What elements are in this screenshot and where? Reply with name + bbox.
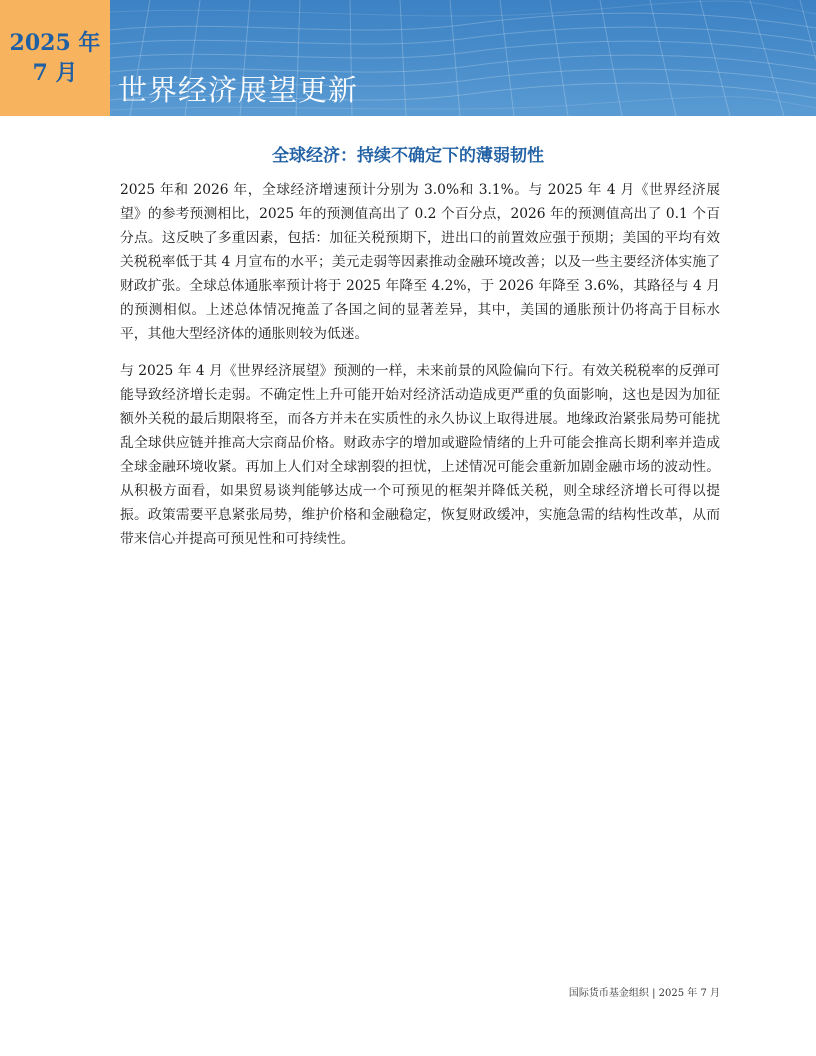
report-title: 世界经济展望更新 [118, 73, 359, 107]
paragraph-outlook: 2025 年和 2026 年，全球经济增速预计分别为 3.0%和 3.1%。与 2025 年 4 月《世界经济展望》的参考预测相比，2025 年的预测值高出了 0.2 个百分点，2026 年的预测值高出了 0.1 个百分点。这反映了多重因素，包括：加征关税预期下，进出口的前置效应强于预期；美国的平均有效关税税率低于其 4 月宣布的水平；美元走弱等因素推动金融环境改善；以及一些主要经济体实施了财政扩张。全球总体通胀率预计将于 2025 年降至 4.2%，于 2026 年降至 3.6%，其路径与 4 月的预测相似。上述总体情况掩盖了各国之间的显著差异，其中，美国的通胀预计仍将高于目标水平，其他大型经济体的通胀则较为低迷。 [120, 182, 720, 342]
title-banner [110, 0, 816, 116]
section-heading: 全球经济：持续不确定下的薄弱韧性 [272, 146, 544, 166]
issue-date-month: 7 月 [32, 60, 78, 86]
article-body [120, 178, 720, 564]
page-header [0, 0, 816, 116]
page-footer: 国际货币基金组织 | 2025 年 7 月 [568, 988, 720, 999]
issue-date-box [0, 0, 110, 116]
paragraph-risks: 与 2025 年 4 月《世界经济展望》预测的一样，未来前景的风险偏向下行。有效关税税率的反弹可能导致经济增长走弱。不确定性上升可能开始对经济活动造成更严重的负面影响，这也是因为加征额外关税的最后期限将至，而各方并未在实质性的永久协议上取得进展。地缘政治紧张局势可能扰乱全球供应链并推高大宗商品价格。财政赤字的增加或避险情绪的上升可能会推高长期利率并造成全球金融环境收紧。再加上人们对全球割裂的担忧，上述情况可能会重新加剧金融市场的波动性。从积极方面看，如果贸易谈判能够达成一个可预见的框架并降低关税，则全球经济增长可得以提振。政策需要平息紧张局势，维护价格和金融稳定，恢复财政缓冲，实施急需的结构性改革，从而带来信心并提高可预见性和可持续性。 [120, 363, 720, 547]
issue-date-year: 2025 年 [9, 30, 101, 56]
